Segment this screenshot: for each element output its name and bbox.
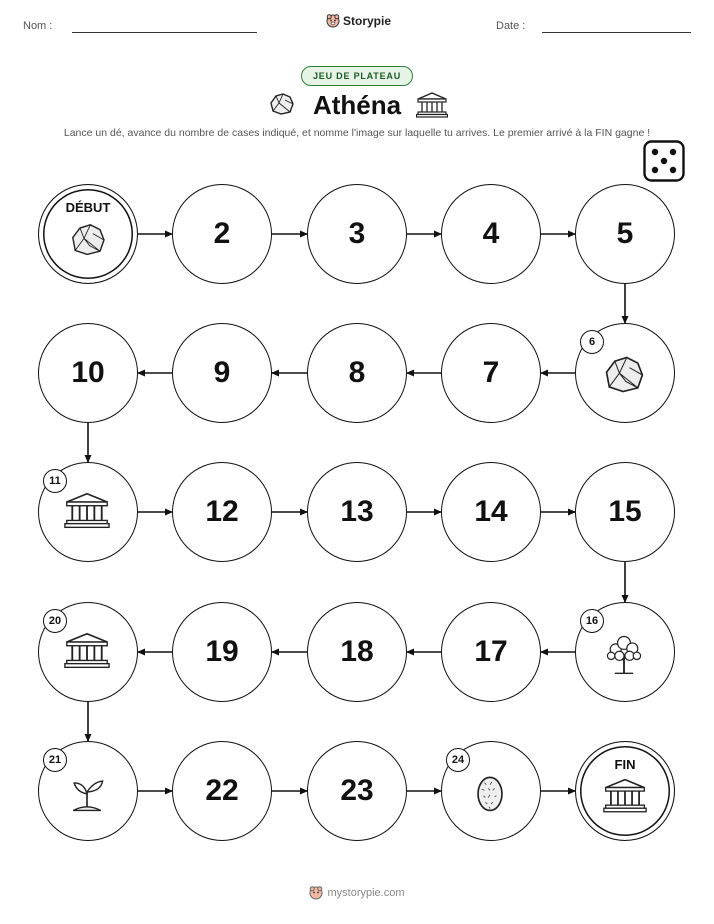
page-title: Athéna xyxy=(312,90,402,120)
space-number: 23 xyxy=(340,774,374,807)
board-space-22 xyxy=(172,741,272,841)
board-space-1 xyxy=(38,184,138,284)
space-number-tag: 6 xyxy=(580,330,604,354)
space-number: 10 xyxy=(71,356,105,389)
space-number-tag: 11 xyxy=(43,469,67,493)
space-number: 14 xyxy=(474,495,508,528)
space-number: 9 xyxy=(213,356,231,389)
board-space-10 xyxy=(38,323,138,423)
space-number: 12 xyxy=(205,495,239,528)
board-space-8 xyxy=(307,323,407,423)
board-space-24 xyxy=(441,741,541,841)
space-number: 4 xyxy=(482,217,500,250)
temple-icon xyxy=(64,631,110,674)
board-space-3 xyxy=(307,184,407,284)
board-space-11 xyxy=(38,462,138,562)
board-space-16 xyxy=(575,602,675,702)
sprout-icon xyxy=(64,770,110,821)
board-space-4 xyxy=(441,184,541,284)
board-space-21 xyxy=(38,741,138,841)
board-space-12 xyxy=(172,462,272,562)
olive-tree-icon xyxy=(601,631,647,682)
space-number: 19 xyxy=(205,635,239,668)
space-number: 7 xyxy=(482,356,500,389)
space-number: 13 xyxy=(340,495,374,528)
board-space-20 xyxy=(38,602,138,702)
space-number: 15 xyxy=(608,495,642,528)
board-space-13 xyxy=(307,462,407,562)
space-number: 8 xyxy=(348,356,366,389)
space-number: 2 xyxy=(213,217,231,250)
start-label: DÉBUT xyxy=(65,200,111,215)
space-number-tag: 21 xyxy=(43,748,67,772)
board-space-7 xyxy=(441,323,541,423)
board-space-19 xyxy=(172,602,272,702)
game-type-badge: JEU DE PLATEAU xyxy=(301,66,413,86)
rock-icon xyxy=(68,220,108,265)
board-space-15 xyxy=(575,462,675,562)
board-space-5 xyxy=(575,184,675,284)
temple-icon xyxy=(603,777,647,818)
space-number-tag: 20 xyxy=(43,609,67,633)
footer xyxy=(0,886,714,900)
board-space-17 xyxy=(441,602,541,702)
space-number: 17 xyxy=(474,635,508,668)
finish-label: FIN xyxy=(614,757,636,772)
brand-name: Storypie xyxy=(343,14,392,28)
space-number-tag: 24 xyxy=(446,748,470,772)
name-label: Nom : xyxy=(23,20,53,32)
temple-icon xyxy=(64,491,110,534)
rock-icon xyxy=(601,352,647,403)
board-space-6 xyxy=(575,323,675,423)
board-space-14 xyxy=(441,462,541,562)
space-number-tag: 16 xyxy=(580,609,604,633)
board-space-25 xyxy=(575,741,675,841)
date-label: Date : xyxy=(496,20,526,32)
board-space-2 xyxy=(172,184,272,284)
space-number: 3 xyxy=(348,217,366,250)
storypie-logo-icon xyxy=(309,886,323,900)
space-number: 18 xyxy=(340,635,374,668)
olive-icon xyxy=(467,770,513,821)
board-space-9 xyxy=(172,323,272,423)
instructions: Lance un dé, avance du nombre de cases indiqué, et nomme l'image sur laquelle tu arrives. Le premier arrivé à la FIN gagne ! xyxy=(63,127,651,139)
space-number: 5 xyxy=(616,217,634,250)
space-number: 22 xyxy=(205,774,239,807)
board-space-18 xyxy=(307,602,407,702)
footer-url: mystorypie.com xyxy=(327,887,405,899)
board-space-23 xyxy=(307,741,407,841)
